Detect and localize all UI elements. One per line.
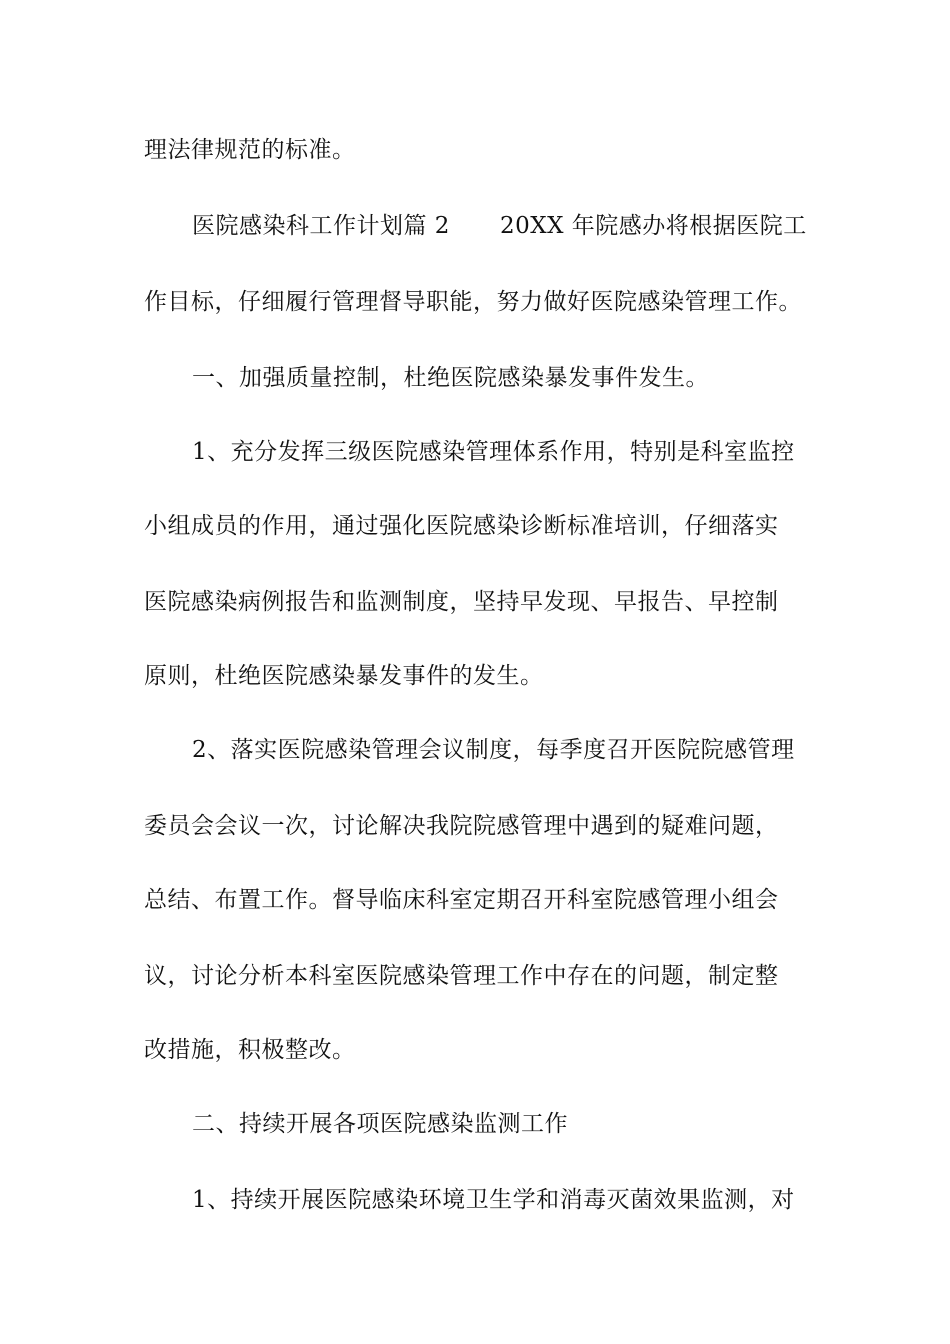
text-segment: 20XX 年院感办将根据医院工 bbox=[499, 213, 807, 239]
section-heading: 二、持续开展各项医院感染监测工作 bbox=[192, 1111, 568, 1137]
text-line: 医院感染病例报告和监测制度，坚持早发现、早报告、早控制 bbox=[144, 589, 779, 615]
text-line: 小组成员的作用，通过强化医院感染诊断标准培训，仔细落实 bbox=[144, 513, 779, 539]
text-line: 2、落实医院感染管理会议制度，每季度召开医院院感管理 bbox=[192, 737, 795, 763]
text-line: 委员会会议一次，讨论解决我院院感管理中遇到的疑难问题， bbox=[144, 813, 779, 839]
text-line: 理法律规范的标准。 bbox=[144, 137, 356, 163]
text-line: 议，讨论分析本科室医院感染管理工作中存在的问题，制定整 bbox=[144, 963, 779, 989]
text-line: 原则，杜绝医院感染暴发事件的发生。 bbox=[144, 663, 544, 689]
text-line: 总结、布置工作。督导临床科室定期召开科室院感管理小组会 bbox=[144, 887, 779, 913]
text-line bbox=[192, 206, 872, 246]
text-line: 1、持续开展医院感染环境卫生学和消毒灭菌效果监测，对 bbox=[192, 1187, 795, 1213]
section-title: 医院感染科工作计划篇 2 bbox=[192, 213, 450, 239]
text-line: 1、充分发挥三级医院感染管理体系作用，特别是科室监控 bbox=[192, 439, 795, 465]
section-heading: 一、加强质量控制，杜绝医院感染暴发事件发生。 bbox=[192, 365, 709, 391]
text-line: 作目标，仔细履行管理督导职能，努力做好医院感染管理工作。 bbox=[144, 289, 802, 315]
text-line: 改措施，积极整改。 bbox=[144, 1037, 356, 1063]
